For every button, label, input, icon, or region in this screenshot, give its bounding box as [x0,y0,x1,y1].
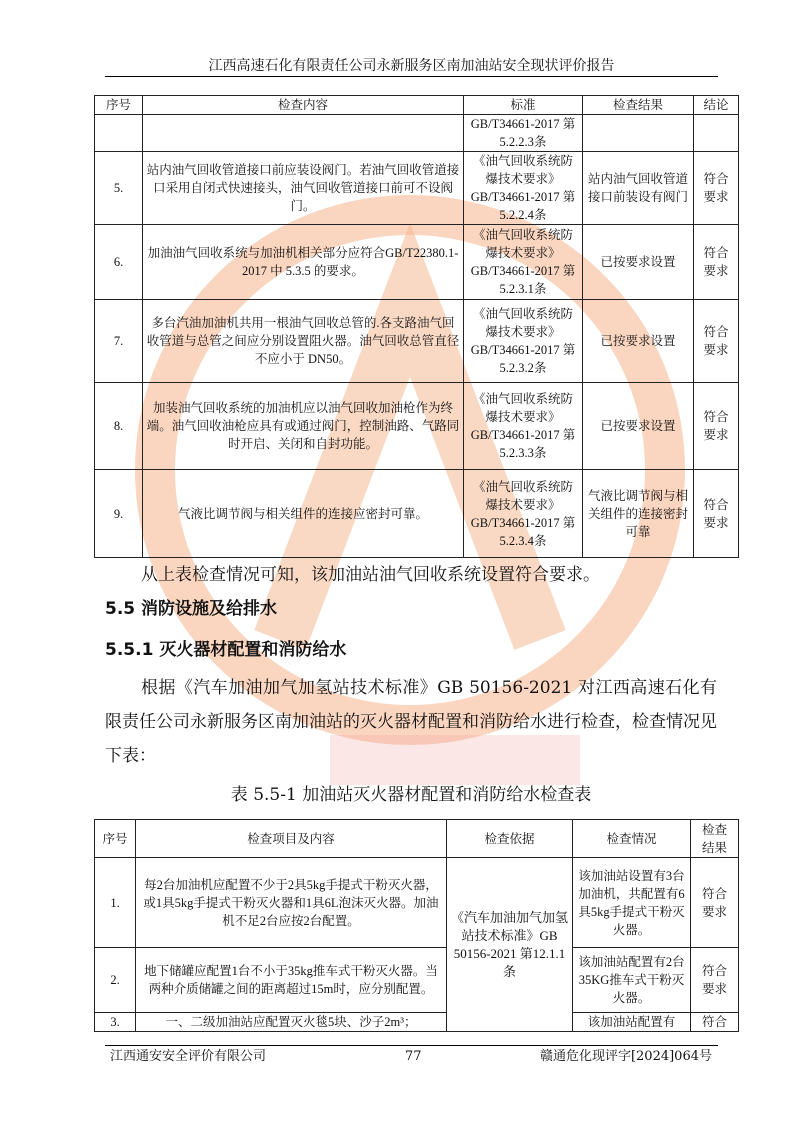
cell-conclusion: 符合要求 [694,383,739,470]
cell-no [95,115,143,152]
cell-result: 已按要求设置 [583,383,694,470]
cell-conclusion [694,115,739,152]
cell-no: 8. [95,383,143,470]
section-heading: 5.5 消防设施及给排水 [105,599,278,619]
cell-result: 站内油气回收管道接口前装设有阀门 [583,152,694,225]
col-header-result: 检查结果 [583,96,694,115]
table-row [95,470,739,558]
cell-no: 9. [95,470,143,558]
cell-content: 地下储罐应配置1台不小于35kg推车式干粉灭火器。当两种介质储罐之间的距离超过15m时，应分别配置。 [136,948,447,1013]
cell-no: 7. [95,300,143,383]
footer-divider [105,1045,718,1046]
cell-content: 一、二级加油站应配置灭火毯5块、沙子2m³； [136,1013,447,1032]
cell-basis: 《汽车加油加气加氢站技术标准》GB 50156-2021 第12.1.1条 [447,858,573,1032]
cell-standard: 《油气回收系统防爆技术要求》GB/T34661-2017 第5.2.3.3条 [464,383,583,470]
col-header-no: 序号 [95,820,136,858]
cell-standard: 《油气回收系统防爆技术要求》GB/T34661-2017 第5.2.3.2条 [464,300,583,383]
cell-result: 气液比调节阀与相关组件的连接密封可靠 [583,470,694,558]
cell-situation: 该加油站设置有3台加油机，共配置有6具5kg手提式干粉灭火器。 [573,858,691,948]
cell-no: 6. [95,225,143,300]
cell-standard: GB/T34661-2017 第5.2.2.3条 [464,115,583,152]
cell-result: 符合要求 [691,948,739,1013]
header-divider [105,76,718,77]
col-header-basis: 检查依据 [447,820,573,858]
cell-no: 5. [95,152,143,225]
cell-conclusion: 符合要求 [694,300,739,383]
cell-conclusion: 符合要求 [694,152,739,225]
cell-standard: 《油气回收系统防爆技术要求》GB/T34661-2017 第5.2.2.4条 [464,152,583,225]
table-row [95,1013,739,1032]
cell-no: 1. [95,858,136,948]
cell-standard: 《油气回收系统防爆技术要求》GB/T34661-2017 第5.2.3.4条 [464,470,583,558]
cell-result: 符合 [691,1013,739,1032]
subsection-heading: 5.5.1 灭火器材配置和消防给水 [105,640,347,660]
cell-result: 已按要求设置 [583,225,694,300]
table-row [95,300,739,383]
table-caption: 表 5.5-1 加油站灭火器材配置和消防给水检查表 [230,785,592,805]
col-header-content: 检查内容 [143,96,464,115]
cell-content: 站内油气回收管道接口前应装设阀门。若油气回收管道接口采用自闭式快速接头，油气回收管道接口前可不设阀门。 [143,152,464,225]
cell-no: 2. [95,948,136,1013]
page-number: 77 [405,1049,422,1064]
document-number: 赣通危化现评字[2024]064号 [539,1049,712,1064]
col-header-standard: 标准 [464,96,583,115]
cell-content: 加装油气回收系统的加油机应以油气回收加油枪作为终端。油气回收油枪应具有或通过阀门，控制油路、气路同时开启、关闭和自封功能。 [143,383,464,470]
cell-content: 加油油气回收系统与加油机相关部分应符合GB/T22380.1-2017 中 5.3.5 的要求。 [143,225,464,300]
table-row [95,948,739,1013]
cell-content [143,115,464,152]
summary-text: 从上表检查情况可知，该加油站油气回收系统设置符合要求。 [141,565,600,585]
cell-conclusion: 符合要求 [694,225,739,300]
cell-content: 每2台加油机应配置不少于2具5kg手提式干粉灭火器，或1具5kg手提式干粉灭火器和1具6L泡沫灭火器。加油机不足2台应按2台配置。 [136,858,447,948]
col-header-content: 检查项目及内容 [136,820,447,858]
col-header-situation: 检查情况 [573,820,691,858]
cell-situation: 该加油站配置有2台35KG推车式干粉灭火器。 [573,948,691,1013]
col-header-no: 序号 [95,96,143,115]
cell-content: 气液比调节阀与相关组件的连接应密封可靠。 [143,470,464,558]
col-header-result: 检查结果 [691,820,739,858]
cell-standard: 《油气回收系统防爆技术要求》GB/T34661-2017 第5.2.3.1条 [464,225,583,300]
vapor-recovery-check-table [94,95,739,558]
cell-result [583,115,694,152]
cell-result: 已按要求设置 [583,300,694,383]
col-header-conclusion: 结论 [694,96,739,115]
page-body [94,95,738,1032]
cell-no: 3. [95,1013,136,1032]
cell-situation: 该加油站配置有 [573,1013,691,1032]
intro-paragraph: 根据《汽车加油加气加氢站技术标准》GB 50156-2021 对江西高速石化有限责任公司永新服务区南加油站的灭火器材配置和消防给水进行检查，检查情况见下表： [105,678,717,766]
fire-equipment-check-table [94,819,739,1032]
footer-company: 江西通安安全评价有限公司 [110,1049,267,1064]
cell-conclusion: 符合要求 [694,470,739,558]
table-row [95,152,739,225]
table-row [95,383,739,470]
cell-content: 多台汽油加油机共用一根油气回收总管的.各支路油气回收管道与总管之间应分别设置阻火器。油气回收总管直径不应小于 DN50。 [143,300,464,383]
table-row [95,115,739,152]
table-row [95,858,739,948]
cell-result: 符合要求 [691,858,739,948]
table-row [95,225,739,300]
page-header-title: 江西高速石化有限责任公司永新服务区南加油站安全现状评价报告 [208,58,615,74]
